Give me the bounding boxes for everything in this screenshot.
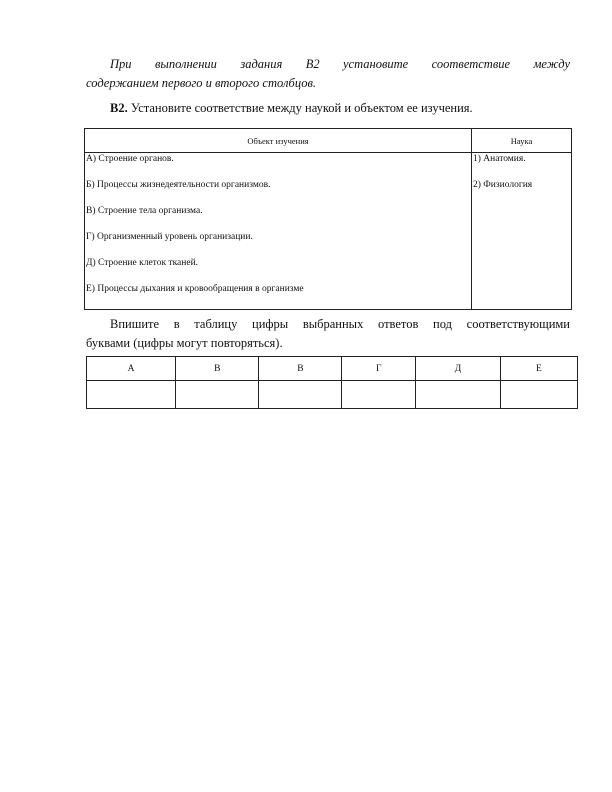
answer-letter: Е [500,357,577,381]
instruction-paragraph [86,315,570,353]
object-item-a: А) Строение органов. [86,154,174,164]
matching-table-body [85,153,572,310]
answer-letters-row [87,357,578,381]
answer-input-row [87,381,578,409]
matching-table [84,128,572,310]
answer-letter: А [87,357,176,381]
science-item-1: 1) Анатомия. [473,154,526,164]
matching-table-header [85,129,572,153]
answer-cell[interactable] [87,381,176,409]
objects-cell [85,153,472,310]
answer-cell[interactable] [500,381,577,409]
answer-letter: Д [416,357,501,381]
sciences-cell [472,153,572,310]
task-text: Установите соответствие между наукой и объектом ее изучения. [127,101,473,115]
object-item-v: В) Строение тела организма. [86,206,203,216]
task-heading [110,101,473,116]
instruction-line-1: Впишите в таблицу цифры выбранных ответов под соответствующими [110,317,570,331]
answer-cell[interactable] [259,381,342,409]
object-item-g: Г) Организменный уровень организации. [86,232,253,242]
answer-cell[interactable] [416,381,501,409]
object-item-b: Б) Процессы жизнедеятельности организмов. [86,180,271,190]
science-item-2: 2) Физиология [473,180,533,190]
answer-table [86,356,578,409]
object-item-d: Д) Строение клеток тканей. [86,258,199,268]
answer-letter: В [259,357,342,381]
header-object: Объект изучения [85,129,472,153]
answer-cell[interactable] [176,381,259,409]
task-label: В2. [110,101,128,115]
answer-letter: Г [342,357,416,381]
intro-line-2: содержанием первого и второго столбцов. [86,76,317,90]
answer-cell[interactable] [342,381,416,409]
intro-line-1: При выполнении задания В2 установите соответствие между [110,57,570,71]
object-item-e: Е) Процессы дыхания и кровообращения в организме [86,284,304,294]
answer-letter: В [176,357,259,381]
header-science: Наука [472,129,572,153]
intro-paragraph [86,55,570,93]
instruction-line-2: буквами (цифры могут повторяться). [86,336,283,350]
